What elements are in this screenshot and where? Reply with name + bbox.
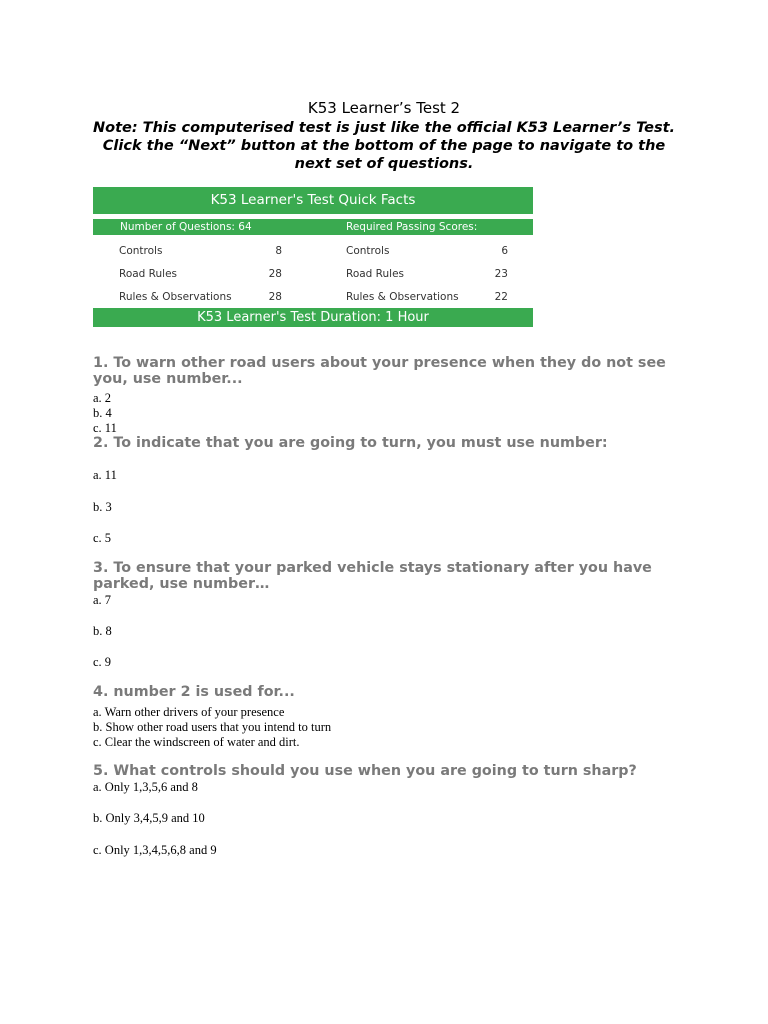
answer-option[interactable]: b. Only 3,4,5,9 and 10 — [93, 811, 205, 825]
question-4: 4. number 2 is used for... — [93, 684, 295, 700]
answer-option[interactable]: c. Only 1,3,4,5,6,8 and 9 — [93, 843, 217, 857]
test-duration-banner: K53 Learner's Test Duration: 1 Hour — [93, 308, 533, 327]
left-row-label: Rules & Observations — [119, 291, 232, 303]
answer-option[interactable]: c. 11 — [93, 421, 117, 435]
question-1: 1. To warn other road users about your presence when they do not see you, use number... — [93, 355, 666, 387]
left-row-value: 8 — [275, 245, 282, 257]
quick-facts-table — [93, 187, 533, 327]
answer-option[interactable]: b. 3 — [93, 500, 112, 514]
quick-facts-heading: K53 Learner's Test Quick Facts — [93, 187, 533, 214]
question-3: 3. To ensure that your parked vehicle stays stationary after you have parked, use number… — [93, 560, 652, 592]
quick-facts-subheader — [93, 219, 533, 235]
right-row-label: Road Rules — [346, 268, 405, 280]
question-2: 2. To indicate that you are going to turn, you must use number: — [93, 435, 608, 451]
answer-option[interactable]: a. 7 — [93, 593, 112, 607]
answer-option[interactable]: c. 5 — [93, 531, 112, 545]
answer-option[interactable]: b. 8 — [93, 624, 112, 638]
answer-option[interactable]: a. 11 — [93, 468, 117, 482]
answer-option[interactable]: c. 9 — [93, 655, 112, 669]
question-5: 5. What controls should you use when you are going to turn sharp? — [93, 763, 637, 779]
right-row-value: 22 — [494, 291, 508, 303]
right-row-value: 23 — [494, 268, 508, 280]
page-title: K53 Learner’s Test 2 — [307, 99, 461, 117]
answer-option[interactable]: a. 2 — [93, 391, 112, 405]
answer-option[interactable]: c. Clear the windscreen of water and dirt. — [93, 735, 300, 749]
left-row-label: Road Rules — [119, 268, 178, 280]
right-row-label: Rules & Observations — [346, 291, 459, 303]
right-row-label: Controls — [346, 245, 390, 257]
answer-option[interactable]: b. 4 — [93, 406, 112, 420]
left-row-value: 28 — [268, 268, 282, 280]
note-text: Note: This computerised test is just like the official K53 Learner’s Test. Click the “Next” button at the bottom of the page to navigate to the next set of questions. — [92, 120, 676, 172]
right-row-value: 6 — [501, 245, 508, 257]
left-row-label: Controls — [119, 245, 163, 257]
answer-option[interactable]: a. Warn other drivers of your presence — [93, 705, 285, 719]
passing-scores-label: Required Passing Scores: — [346, 221, 478, 233]
left-row-value: 28 — [268, 291, 282, 303]
answer-option[interactable]: a. Only 1,3,5,6 and 8 — [93, 780, 198, 794]
answer-option[interactable]: b. Show other road users that you intend to turn — [93, 720, 332, 734]
number-of-questions-label: Number of Questions: 64 — [120, 221, 252, 233]
